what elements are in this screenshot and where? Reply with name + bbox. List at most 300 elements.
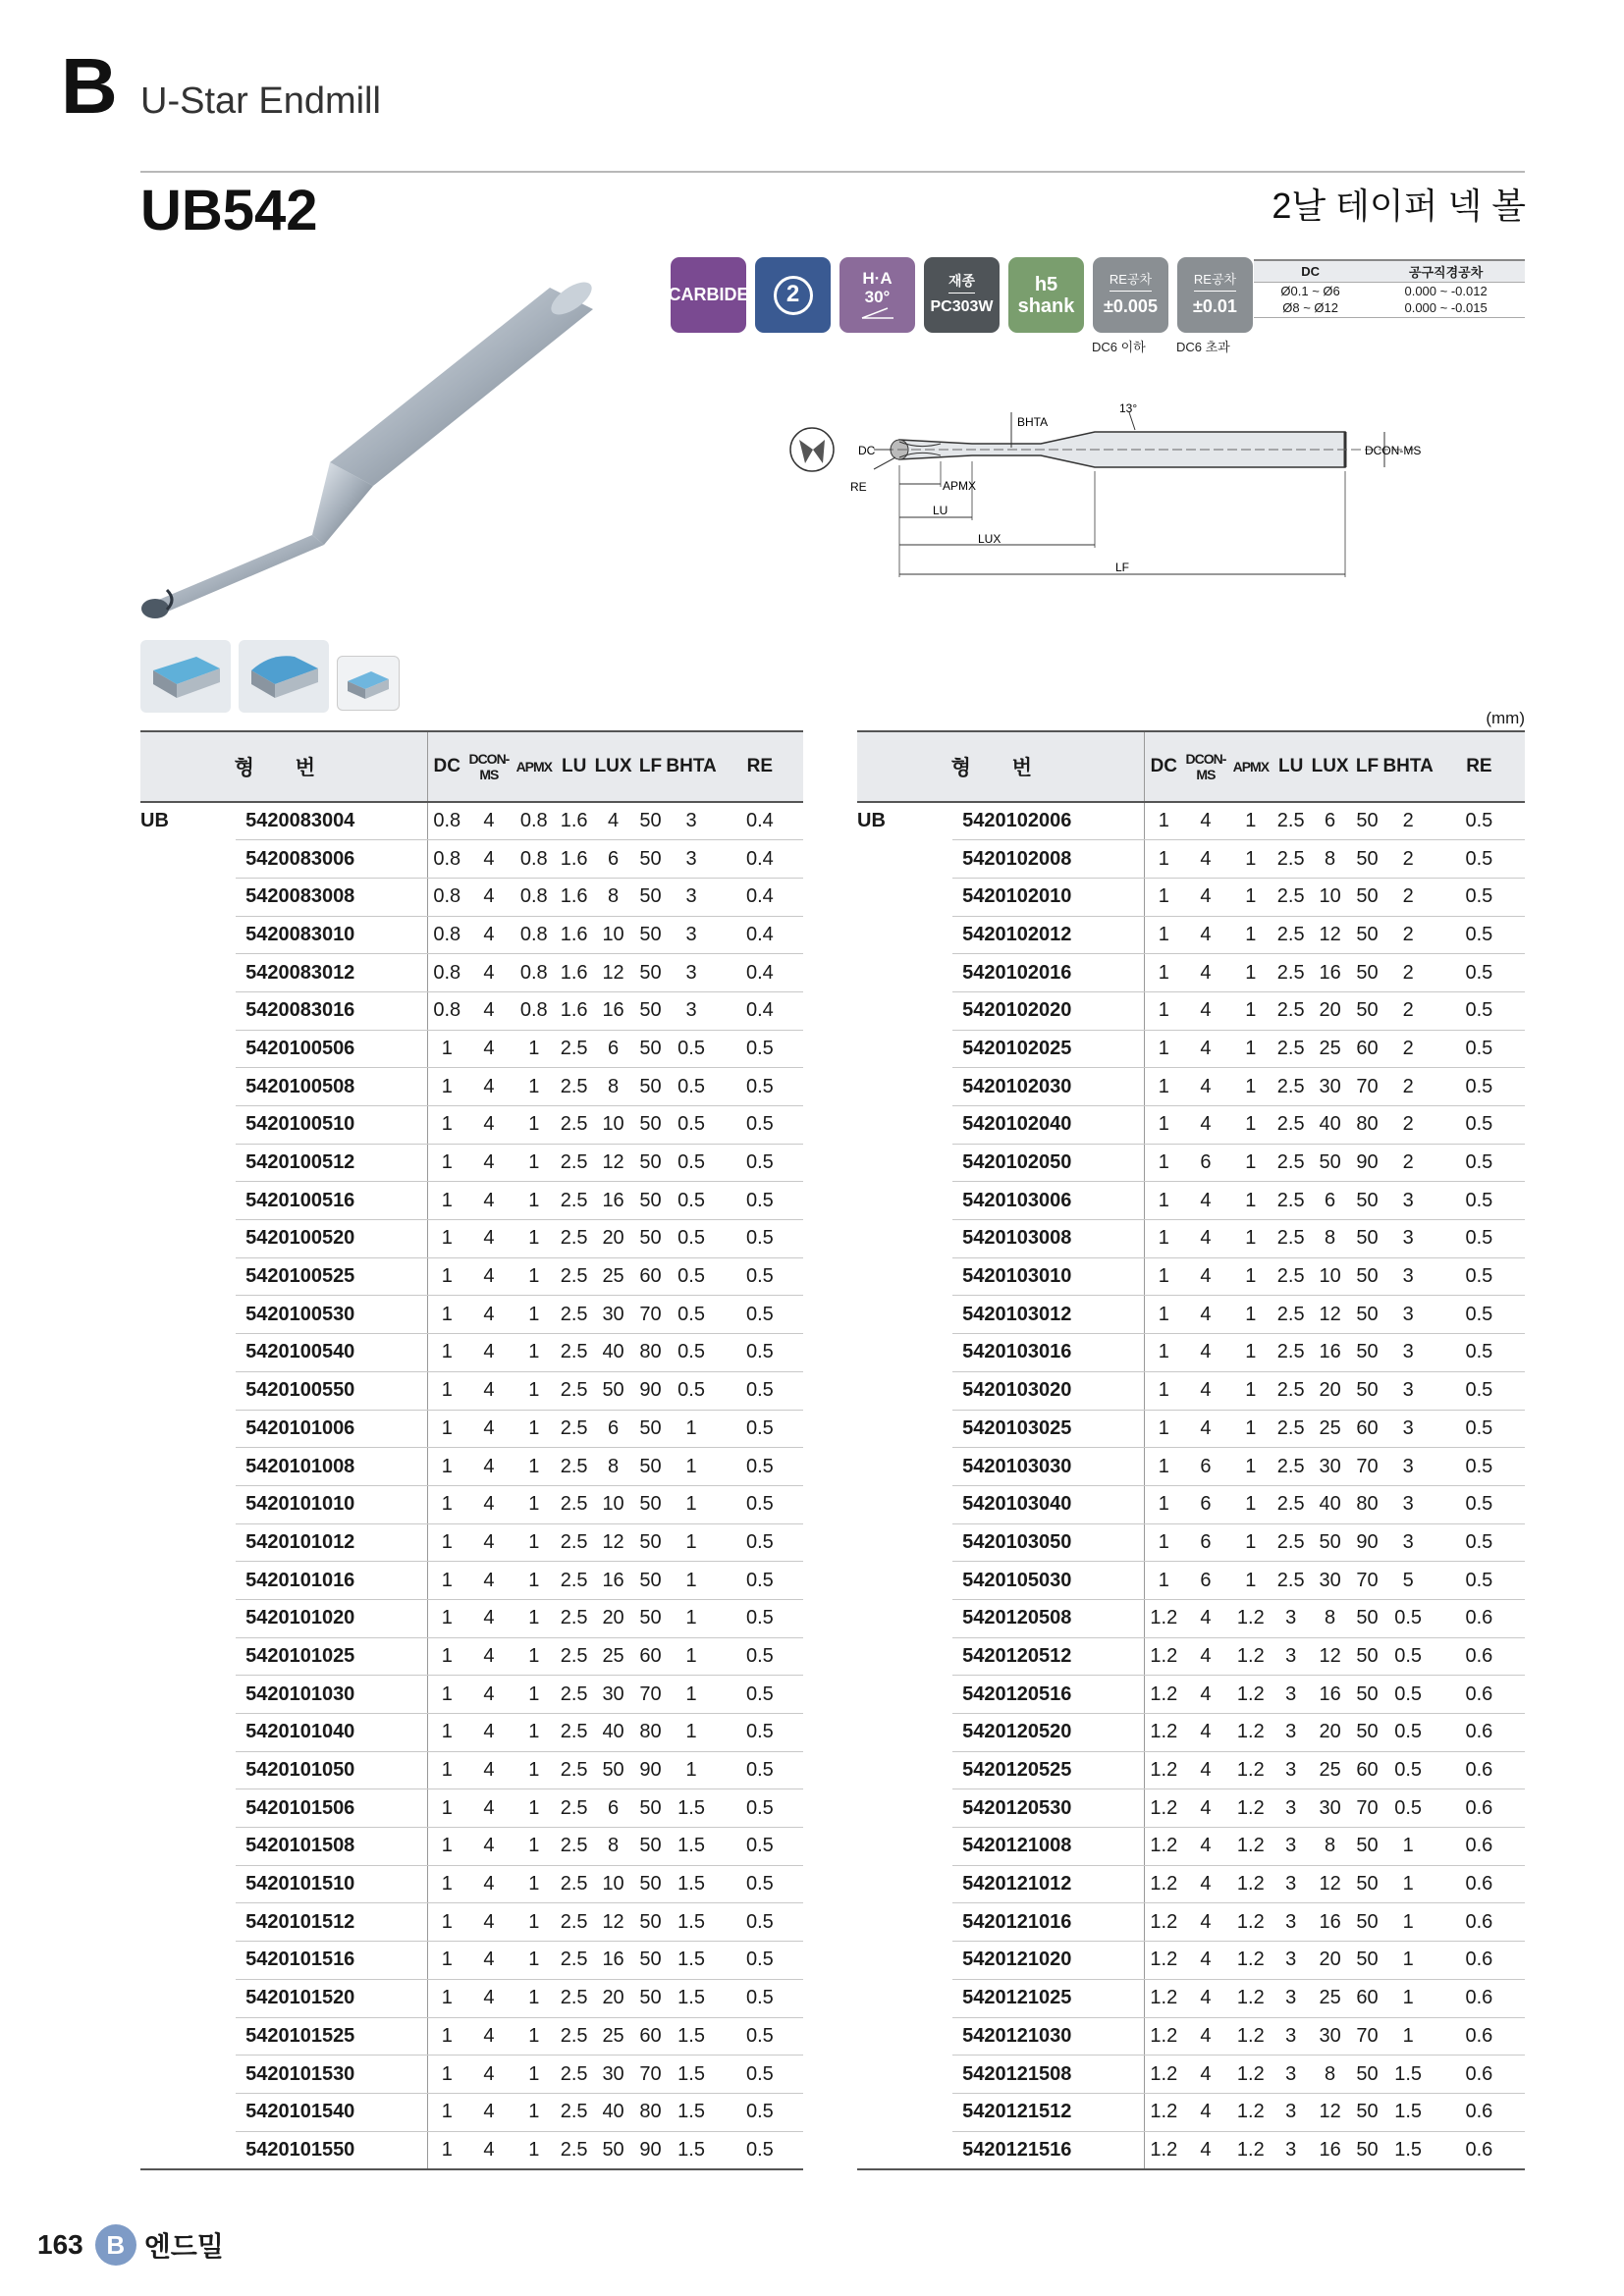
spec-cell: 2.5 (557, 1562, 592, 1600)
product-code: 5420101508 (236, 1828, 427, 1866)
label-re: RE (850, 480, 867, 494)
spec-cell: 1 (427, 1030, 466, 1068)
table-row (857, 1410, 1525, 1448)
spec-cell: 1 (512, 2017, 557, 2056)
series-prefix (140, 1828, 236, 1866)
spec-cell: 50 (635, 1068, 667, 1106)
spec-cell: 50 (1352, 802, 1383, 840)
spec-cell: 0.5 (1434, 1371, 1525, 1410)
spec-cell: 1 (1144, 1562, 1183, 1600)
table-row (857, 1448, 1525, 1486)
series-prefix (140, 1714, 236, 1752)
spec-cell: 1.2 (1228, 2017, 1273, 2056)
spec-cell: 4 (1183, 840, 1228, 879)
spec-cell: 0.8 (427, 916, 466, 954)
spec-cell: 8 (592, 1448, 635, 1486)
spec-cell: 1 (1144, 954, 1183, 992)
spec-cell: 0.5 (1434, 802, 1525, 840)
spec-cell: 3 (1382, 1448, 1433, 1486)
section-label: 엔드밀 (143, 2231, 224, 2262)
spec-cell: 1 (512, 2056, 557, 2094)
spec-cell: 3 (1273, 1828, 1309, 1866)
spec-cell: 0.5 (666, 1068, 716, 1106)
spec-cell: 1 (512, 1599, 557, 1637)
spec-cell: 2.5 (1273, 1030, 1309, 1068)
spec-cell: 3 (1273, 1599, 1309, 1637)
table-row (140, 2056, 803, 2094)
series-prefix (140, 1485, 236, 1523)
spec-cell: 50 (635, 1828, 667, 1866)
spec-cell: 2.5 (557, 1068, 592, 1106)
product-code: 5420103012 (952, 1296, 1144, 1334)
spec-cell: 1.6 (557, 802, 592, 840)
diameter-tolerance-table (1254, 259, 1525, 318)
spec-cell: 1.2 (1228, 1865, 1273, 1903)
model-title: UB542 (140, 179, 318, 242)
spec-cell: 4 (1183, 1371, 1228, 1410)
spec-cell: 0.5 (717, 2056, 803, 2094)
spec-cell: 50 (1309, 1523, 1352, 1562)
spec-cell: 16 (1309, 2131, 1352, 2169)
series-prefix (857, 991, 952, 1030)
spec-cell: 1 (1144, 1068, 1183, 1106)
spec-cell: 50 (1352, 991, 1383, 1030)
spec-cell: 4 (466, 1676, 512, 1714)
product-code: 5420100506 (236, 1030, 427, 1068)
helix-angle-badge (839, 257, 915, 333)
spec-cell: 50 (635, 1485, 667, 1523)
spec-cell: 3 (1273, 1865, 1309, 1903)
spec-cell: 1 (512, 1637, 557, 1676)
spec-cell: 0.5 (666, 1220, 716, 1258)
table-row (140, 1828, 803, 1866)
product-code: 5420121020 (952, 1942, 1144, 1980)
spec-cell: 50 (635, 1106, 667, 1145)
spec-cell: 2 (1382, 840, 1433, 879)
series-prefix (140, 1410, 236, 1448)
spec-cell: 0.5 (717, 1106, 803, 1145)
series-prefix (140, 2093, 236, 2131)
col-header-bhta: BHTA (1382, 731, 1433, 802)
product-code: 5420103016 (952, 1334, 1144, 1372)
spec-cell: 1.2 (1144, 1828, 1183, 1866)
spec-cell: 2.5 (557, 1485, 592, 1523)
spec-cell: 1 (512, 1789, 557, 1828)
spec-cell: 2 (1382, 991, 1433, 1030)
spec-cell: 30 (1309, 2017, 1352, 2056)
table-row (140, 2017, 803, 2056)
spec-cell: 0.5 (717, 1599, 803, 1637)
spec-cell: 50 (1352, 1714, 1383, 1752)
spec-cell: 4 (1183, 2093, 1228, 2131)
product-code: 5420103010 (952, 1257, 1144, 1296)
spec-cell: 50 (635, 991, 667, 1030)
spec-cell: 0.5 (717, 1182, 803, 1220)
series-prefix (140, 1676, 236, 1714)
spec-cell: 0.6 (1434, 1789, 1525, 1828)
endmill-photo (128, 270, 599, 633)
spec-cell: 1 (512, 1144, 557, 1182)
series-prefix (857, 1106, 952, 1145)
col-header-apmx: APMX (512, 731, 557, 802)
spec-cell: 0.4 (717, 991, 803, 1030)
spec-cell: 2.5 (557, 1865, 592, 1903)
spec-cell: 1 (512, 1903, 557, 1942)
spec-cell: 0.5 (666, 1182, 716, 1220)
product-code: 5420102040 (952, 1106, 1144, 1145)
spec-cell: 50 (635, 1220, 667, 1258)
spec-cell: 0.4 (717, 802, 803, 840)
spec-cell: 0.5 (666, 1371, 716, 1410)
spec-cell: 0.4 (717, 840, 803, 879)
spec-cell: 50 (635, 1789, 667, 1828)
spec-cell: 1 (427, 1599, 466, 1637)
spec-cell: 50 (1352, 1371, 1383, 1410)
spec-cell: 1 (1144, 1106, 1183, 1145)
spec-cell: 1 (1144, 1220, 1183, 1258)
spec-cell: 1 (1228, 1410, 1273, 1448)
spec-cell: 25 (1309, 1030, 1352, 1068)
spec-cell: 50 (592, 1371, 635, 1410)
spec-cell: 1 (512, 1942, 557, 1980)
product-code: 5420101525 (236, 2017, 427, 2056)
spec-cell: 10 (592, 1865, 635, 1903)
spec-cell: 1.2 (1144, 1751, 1183, 1789)
re-tolerance-label: RE공차 (1194, 273, 1236, 292)
spec-cell: 0.5 (717, 1714, 803, 1752)
table-row (857, 1068, 1525, 1106)
series-prefix (857, 1144, 952, 1182)
series-prefix (857, 1182, 952, 1220)
table-row (140, 2093, 803, 2131)
table-row (857, 954, 1525, 992)
table-row (857, 2131, 1525, 2169)
spec-cell: 2.5 (557, 2131, 592, 2169)
spec-cell: 50 (635, 1599, 667, 1637)
spec-cell: 2.5 (557, 1979, 592, 2017)
series-prefix (140, 1220, 236, 1258)
spec-cell: 1 (427, 1334, 466, 1372)
table-row (857, 1942, 1525, 1980)
spec-cell: 2.5 (1273, 991, 1309, 1030)
spec-cell: 0.5 (1434, 1448, 1525, 1486)
spec-cell: 0.6 (1434, 2131, 1525, 2169)
label-lux: LUX (978, 532, 1001, 546)
tol-cell: 0.000 ~ -0.015 (1367, 299, 1525, 317)
spec-cell: 1.2 (1228, 1942, 1273, 1980)
spec-cell: 1.6 (557, 840, 592, 879)
spec-cell: 70 (1352, 1448, 1383, 1486)
spec-cell: 1.5 (666, 1828, 716, 1866)
spec-cell: 0.5 (717, 2131, 803, 2169)
re-tolerance-caption-1: DC6 이하 (1092, 340, 1146, 354)
spec-cell: 50 (635, 1523, 667, 1562)
series-prefix (857, 1865, 952, 1903)
table-row (140, 1523, 803, 1562)
spec-cell: 50 (1352, 1220, 1383, 1258)
spec-cell: 1 (1144, 1334, 1183, 1372)
spec-cell: 4 (592, 802, 635, 840)
table-row (140, 1448, 803, 1486)
spec-cell: 1.2 (1144, 1942, 1183, 1980)
product-code: 5420102020 (952, 991, 1144, 1030)
spec-cell: 20 (1309, 1942, 1352, 1980)
spec-cell: 3 (1273, 2017, 1309, 2056)
spec-cell: 50 (1352, 1865, 1383, 1903)
spec-cell: 1 (427, 1257, 466, 1296)
spec-cell: 4 (1183, 1296, 1228, 1334)
spec-cell: 25 (1309, 1751, 1352, 1789)
spec-cell: 1 (512, 1257, 557, 1296)
spec-cell: 0.6 (1434, 1751, 1525, 1789)
series-prefix (857, 1979, 952, 2017)
spec-cell: 8 (592, 1828, 635, 1866)
spec-cell: 20 (592, 1220, 635, 1258)
table-row (140, 1334, 803, 1372)
spec-cell: 0.5 (717, 1448, 803, 1486)
spec-cell: 4 (466, 1942, 512, 1980)
spec-cell: 4 (1183, 878, 1228, 916)
spec-cell: 3 (1273, 1942, 1309, 1980)
spec-cell: 2.5 (557, 1789, 592, 1828)
table-row (140, 1942, 803, 1980)
spec-cell: 4 (466, 1220, 512, 1258)
series-prefix (857, 1410, 952, 1448)
spec-cell: 60 (635, 1257, 667, 1296)
series-prefix (857, 2017, 952, 2056)
series-prefix (140, 1523, 236, 1562)
product-code: 5420101530 (236, 2056, 427, 2094)
spec-cell: 50 (1352, 878, 1383, 916)
spec-cell: 50 (635, 1979, 667, 2017)
spec-cell: 1.2 (1228, 1599, 1273, 1637)
spec-cell: 30 (1309, 1448, 1352, 1486)
spec-cell: 50 (592, 1751, 635, 1789)
series-prefix (140, 1942, 236, 1980)
spec-cell: 2.5 (1273, 1068, 1309, 1106)
spec-cell: 4 (1183, 1030, 1228, 1068)
spec-cell: 50 (1352, 1599, 1383, 1637)
spec-cell: 6 (1309, 1182, 1352, 1220)
spec-cell: 60 (1352, 1030, 1383, 1068)
spec-cell: 1 (427, 1828, 466, 1866)
product-code: 5420102012 (952, 916, 1144, 954)
series-prefix (857, 1334, 952, 1372)
series-prefix (140, 1903, 236, 1942)
spec-cell: 0.5 (717, 1523, 803, 1562)
spec-cell: 1 (1144, 1485, 1183, 1523)
spec-cell: 1 (1228, 840, 1273, 879)
spec-cell: 0.5 (1434, 1144, 1525, 1182)
helix-label: H·A (862, 268, 893, 288)
tol-cell: Ø8 ~ Ø12 (1254, 299, 1367, 317)
spec-cell: 12 (592, 1523, 635, 1562)
product-code: 5420100516 (236, 1182, 427, 1220)
spec-cell: 0.5 (1434, 878, 1525, 916)
spec-cell: 4 (466, 1865, 512, 1903)
table-row (140, 1220, 803, 1258)
spec-cell: 0.8 (427, 954, 466, 992)
spec-cell: 50 (635, 954, 667, 992)
spec-cell: 0.5 (717, 1865, 803, 1903)
spec-cell: 50 (635, 1144, 667, 1182)
table-row (140, 1714, 803, 1752)
spec-cell: 80 (635, 2093, 667, 2131)
spec-cell: 0.5 (717, 1637, 803, 1676)
spec-cell: 0.5 (717, 1220, 803, 1258)
spec-cell: 0.5 (1434, 1562, 1525, 1600)
spec-cell: 30 (592, 1676, 635, 1714)
product-code: 5420102008 (952, 840, 1144, 879)
profiling-application-icon (239, 640, 329, 713)
spec-cell: 2.5 (557, 1182, 592, 1220)
table-row (140, 1371, 803, 1410)
tol-cell: 0.000 ~ -0.012 (1404, 283, 1488, 298)
spec-cell: 0.5 (666, 1257, 716, 1296)
table-row (857, 1789, 1525, 1828)
series-prefix (140, 2131, 236, 2169)
spec-cell: 2.5 (1273, 1448, 1309, 1486)
col-header-lu: LU (1273, 731, 1309, 802)
product-code: 5420102025 (952, 1030, 1144, 1068)
spec-cell: 2.5 (557, 2056, 592, 2094)
product-code: 5420102006 (952, 802, 1144, 840)
spec-cell: 4 (466, 2131, 512, 2169)
table-row (857, 1903, 1525, 1942)
spec-cell: 1 (427, 2093, 466, 2131)
spec-cell: 0.5 (717, 1296, 803, 1334)
spec-cell: 0.5 (1382, 1714, 1433, 1752)
spec-cell: 50 (635, 1903, 667, 1942)
table-row (857, 840, 1525, 879)
spec-cell: 0.5 (1434, 991, 1525, 1030)
shank-tolerance: h5 (1034, 273, 1058, 295)
spec-cell: 30 (592, 1296, 635, 1334)
table-row (140, 1562, 803, 1600)
spec-cell: 50 (1352, 1637, 1383, 1676)
product-code: 5420103006 (952, 1182, 1144, 1220)
spec-cell: 2 (1382, 878, 1433, 916)
spec-cell: 3 (1382, 1182, 1433, 1220)
product-code: 5420101512 (236, 1903, 427, 1942)
spec-cell: 20 (1309, 1371, 1352, 1410)
spec-cell: 1 (1382, 1979, 1433, 2017)
spec-cell: 12 (1309, 1865, 1352, 1903)
product-code: 5420121012 (952, 1865, 1144, 1903)
spec-cell: 1 (512, 2131, 557, 2169)
series-prefix (140, 2056, 236, 2094)
product-code: 5420101006 (236, 1410, 427, 1448)
product-code: 5420105030 (952, 1562, 1144, 1600)
spec-cell: 4 (1183, 1942, 1228, 1980)
spec-cell: 3 (666, 991, 716, 1030)
spec-cell: 1 (512, 1714, 557, 1752)
spec-cell: 2.5 (1273, 1523, 1309, 1562)
spec-cell: 2.5 (557, 2017, 592, 2056)
table-row (140, 1599, 803, 1637)
spec-cell: 3 (1273, 1637, 1309, 1676)
product-code: 5420083004 (236, 802, 427, 840)
spec-cell: 3 (1382, 1485, 1433, 1523)
spec-cell: 0.5 (717, 2017, 803, 2056)
spec-cell: 40 (592, 1334, 635, 1372)
spec-cell: 1 (427, 1068, 466, 1106)
spec-cell: 6 (592, 1030, 635, 1068)
table-body-right (857, 802, 1525, 2169)
product-code: 5420120525 (952, 1751, 1144, 1789)
spec-cell: 0.6 (1434, 1979, 1525, 2017)
spec-cell: 1 (1228, 1523, 1273, 1562)
product-code: 5420083016 (236, 991, 427, 1030)
spec-cell: 1 (512, 1068, 557, 1106)
table-row (140, 1296, 803, 1334)
spec-cell: 0.5 (1434, 1257, 1525, 1296)
spec-cell: 1 (512, 1979, 557, 2017)
spec-cell: 1 (666, 1637, 716, 1676)
spec-cell: 2.5 (557, 2093, 592, 2131)
spec-cell: 3 (1273, 1789, 1309, 1828)
spec-cell: 0.5 (1434, 1334, 1525, 1372)
spec-cell: 1 (512, 1448, 557, 1486)
spec-cell: 4 (466, 1485, 512, 1523)
spec-cell: 1.5 (1382, 2131, 1433, 2169)
series-prefix (140, 1106, 236, 1145)
spec-cell: 1 (666, 1485, 716, 1523)
table-row (140, 1410, 803, 1448)
table-row (140, 1865, 803, 1903)
spec-cell: 0.6 (1434, 1676, 1525, 1714)
spec-cell: 30 (1309, 1562, 1352, 1600)
table-row (857, 2056, 1525, 2094)
spec-cell: 3 (1273, 2056, 1309, 2094)
spec-cell: 2.5 (1273, 1410, 1309, 1448)
series-prefix (857, 1371, 952, 1410)
spec-cell: 0.8 (512, 840, 557, 879)
series-prefix (857, 1448, 952, 1486)
spec-cell: 1 (512, 1371, 557, 1410)
product-code: 5420100540 (236, 1334, 427, 1372)
spec-cell: 25 (1309, 1979, 1352, 2017)
spec-cell: 1 (1228, 1106, 1273, 1145)
table-row (857, 802, 1525, 840)
spec-cell: 1 (1228, 1448, 1273, 1486)
spec-cell: 6 (1183, 1562, 1228, 1600)
spec-cell: 1 (1144, 991, 1183, 1030)
product-code: 5420101008 (236, 1448, 427, 1486)
spec-cell: 1.2 (1228, 1903, 1273, 1942)
product-code: 5420101012 (236, 1523, 427, 1562)
table-row (857, 1865, 1525, 1903)
col-header-bhta: BHTA (666, 731, 716, 802)
product-code: 5420100525 (236, 1257, 427, 1296)
spec-cell: 25 (592, 1257, 635, 1296)
tol-cell: Ø0.1 ~ Ø6 (1280, 283, 1340, 298)
table-row (140, 1485, 803, 1523)
spec-cell: 6 (1183, 1485, 1228, 1523)
series-prefix (857, 1903, 952, 1942)
spec-cell: 1 (1228, 1068, 1273, 1106)
spec-cell: 90 (635, 1371, 667, 1410)
spec-cell: 1 (666, 1714, 716, 1752)
spec-cell: 4 (466, 954, 512, 992)
spec-cell: 3 (1273, 1751, 1309, 1789)
spec-cell: 50 (1352, 840, 1383, 879)
spec-cell: 80 (635, 1334, 667, 1372)
spec-cell: 0.5 (1434, 840, 1525, 879)
series-prefix (140, 840, 236, 879)
spec-cell: 1 (1144, 878, 1183, 916)
spec-cell: 2.5 (557, 1334, 592, 1372)
